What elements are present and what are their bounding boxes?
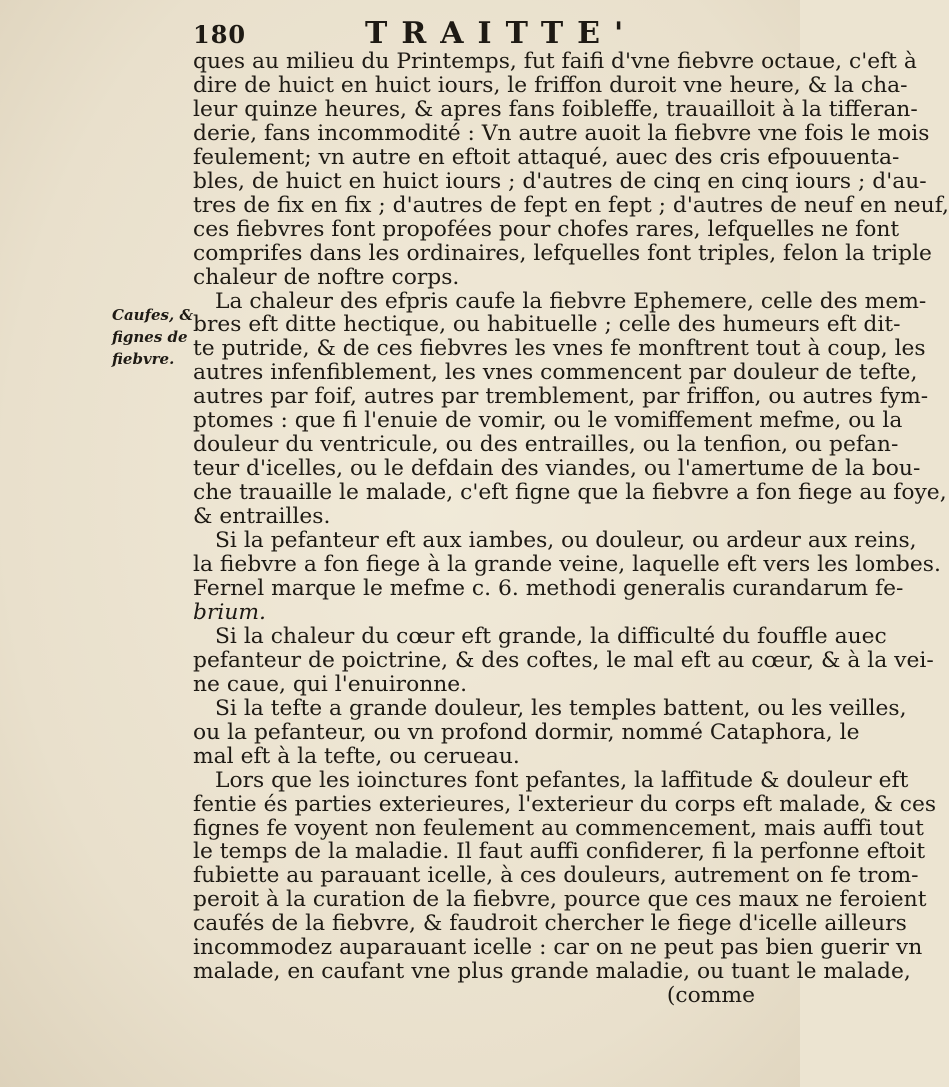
text-line: Si la pefanteur eft aux iambes, ou douleur, ou ardeur aux reins, [215, 528, 917, 554]
text-line: chaleur de noftre corps. [193, 264, 460, 290]
text-line: fubiette au parauant icelle, à ces douleurs, autrement on fe trom- [193, 863, 919, 889]
text-line: pefanteur de poictrine, & des coftes, le mal eft au cœur, & à la vei- [193, 647, 934, 673]
text-line: derie, fans incommodité : Vn autre auoit la fiebvre vne fois le mois [193, 120, 930, 146]
text-line: tres de fix en fix ; d'autres de fept en fept ; d'autres de neuf en neuf, [193, 192, 949, 218]
text-line: teur d'icelles, ou le defdain des viandes, ou l'amertume de la bou- [193, 456, 921, 482]
body-text [193, 49, 949, 1009]
page-number: 180 [193, 20, 247, 49]
text-line: malade, en caufant vne plus grande maladie, ou tuant le malade, [193, 959, 911, 985]
text-line: ou la pefanteur, ou vn profond dormir, nommé Cataphora, le [193, 719, 860, 745]
text-line: peroit à la curation de la fiebvre, pource que ces maux ne feroient [193, 887, 927, 913]
text-line: ques au milieu du Printemps, fut faifi d'vne fiebvre octaue, c'eft à [193, 49, 917, 74]
page-header [193, 14, 753, 54]
text-line: ptomes : que fi l'enuie de vomir, ou le vomiffement mefme, ou la [193, 408, 903, 434]
text-line: che trauaille le malade, c'eft figne que la fiebvre a fon fiege au foye, [193, 480, 947, 506]
text-line: le temps de la maladie. Il faut auffi confiderer, fi la perfonne eftoit [193, 839, 926, 865]
text-line: mal eft à la tefte, ou cerueau. [193, 743, 520, 769]
text-line: bles, de huict en huict iours ; d'autres de cinq en cinq iours ; d'au- [193, 168, 927, 194]
text-line: Fernel marque le mefme c. 6. methodi generalis curandarum fe- [193, 575, 904, 601]
text-line: (comme [666, 983, 755, 1009]
text-line: feulement; vn autre en eftoit attaqué, auec des cris efpouuenta- [193, 144, 900, 170]
text-line: Si la tefte a grande douleur, les temples battent, ou les veilles, [215, 695, 907, 721]
text-line: ne caue, qui l'enuironne. [193, 671, 468, 697]
margin-note-line: fignes de [112, 328, 188, 346]
text-line: brium. [193, 599, 266, 625]
running-title: TRAITTE' [365, 16, 638, 51]
text-line: caufés de la fiebvre, & faudroit chercher le fiege d'icelle ailleurs [193, 911, 907, 937]
text-line: la fiebvre a fon fiege à la grande veine, laquelle eft vers les lombes. [193, 552, 941, 578]
text-line: incommodez auparauant icelle : car on ne peut pas bien guerir vn [193, 935, 923, 961]
margin-note-line: fiebvre. [112, 350, 175, 368]
text-line: Lors que les ioinctures font pefantes, la laffitude & douleur eft [215, 767, 909, 793]
text-line: fentie és parties exterieures, l'exterieur du corps eft malade, & ces [193, 791, 937, 817]
text-line: La chaleur des efpris caufe la fiebvre Ephemere, celle des mem- [215, 288, 927, 314]
text-line: autres infenfiblement, les vnes commencent par douleur de tefte, [193, 360, 918, 386]
text-line: comprifes dans les ordinaires, lefquelles font triples, felon la triple [193, 240, 932, 266]
text-line: autres par foif, autres par tremblement, par friffon, ou autres fym- [193, 384, 929, 410]
text-line: leur quinze heures, & apres fans foibleffe, trauailloit à la tifferan- [193, 96, 918, 122]
text-line: bres eft ditte hectique, ou habituelle ; celle des humeurs eft dit- [193, 312, 901, 338]
text-line: Si la chaleur du cœur eft grande, la difficulté du fouffle auec [215, 623, 887, 649]
text-line: ces fiebvres font propofées pour chofes rares, lefquelles ne font [193, 216, 900, 242]
text-line: & entrailles. [193, 504, 331, 530]
text-line: douleur du ventricule, ou des entrailles, ou la tenfion, ou pefan- [193, 432, 899, 458]
text-line: dire de huict en huict iours, le friffon duroit vne heure, & la cha- [193, 72, 908, 98]
text-line: te putride, & de ces fiebvres les vnes fe monftrent tout à coup, les [193, 336, 926, 362]
margin-note [112, 304, 194, 370]
text-line: fignes fe voyent non feulement au commencement, mais auffi tout [193, 815, 924, 841]
margin-note-line: Caufes, & [112, 306, 193, 324]
